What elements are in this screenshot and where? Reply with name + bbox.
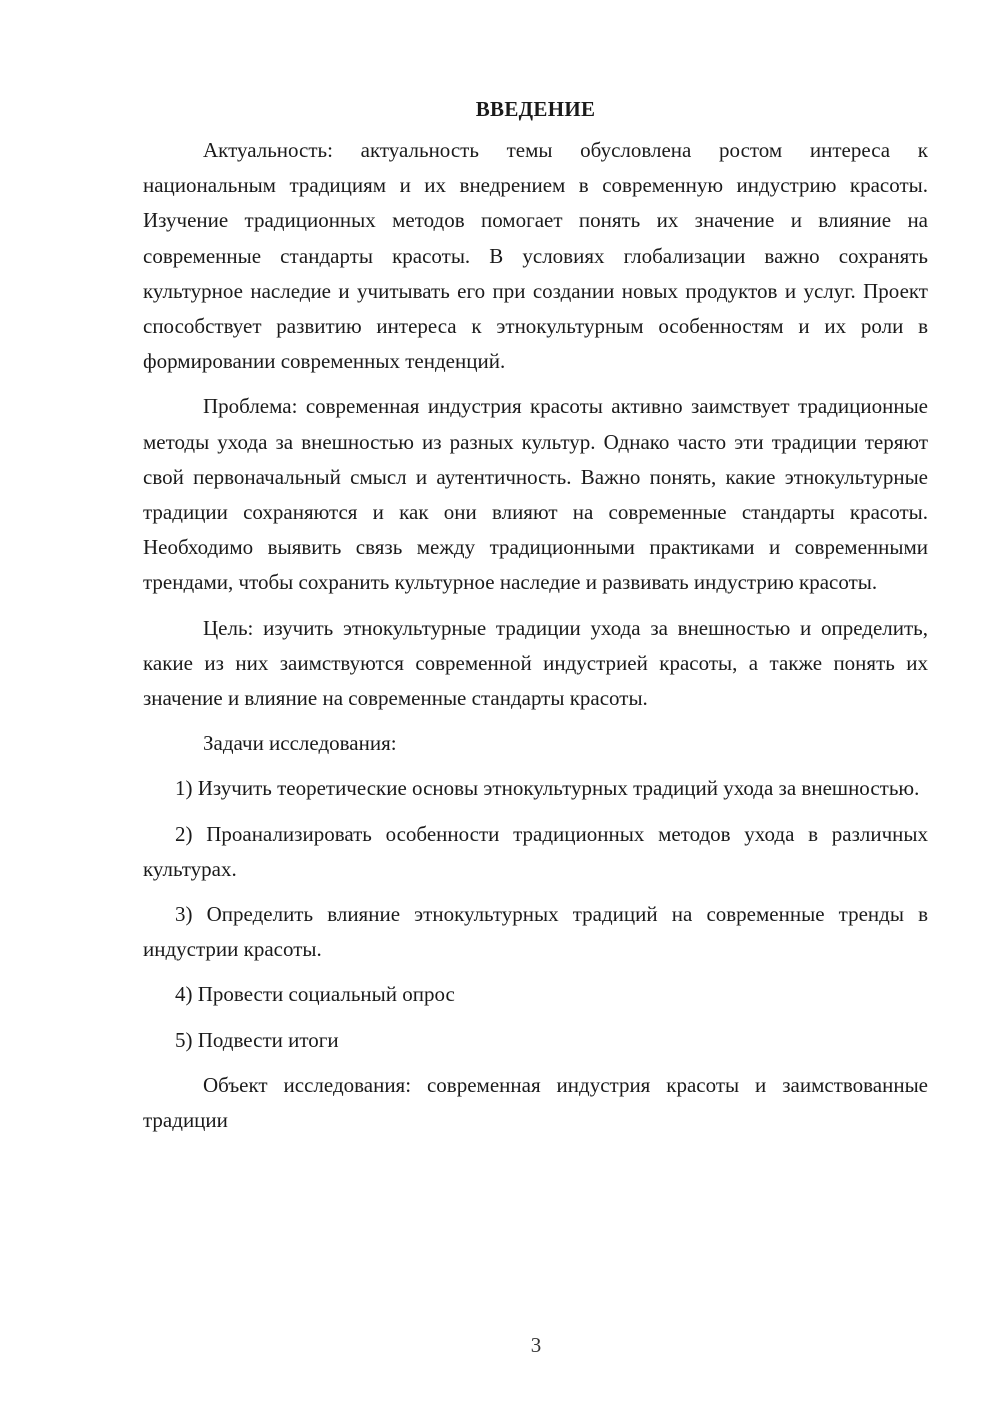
tasks-heading: Задачи исследования: [203, 731, 397, 756]
page-number: 3 [530, 1333, 542, 1357]
task-item-3: 3) Определить влияние этнокультурных традиций на современные тренды в индустрии красоты. [143, 902, 928, 962]
task-item-2: 2) Проанализировать особенности традиционных методов ухода в различных культурах. [143, 821, 928, 881]
document-title: ВВЕДЕНИЕ [475, 97, 596, 121]
goal-paragraph: Цель: изучить этнокультурные традиции ухода за внешностью и определить, какие из них заимствуются современной индустрией красоты, а также понять их значение и влияние на современные стандарты красоты. [143, 615, 928, 711]
relevance-paragraph: Актуальность: актуальность темы обусловлена ростом интереса к национальным традициям и их внедрением в современную индустрию красоты. Изучение традиционных методов помогает понять их значение и влияние на современные стандарты красоты. В условиях глобализации важно сохранять культурное наследие и учитывать его при создании новых продуктов и услуг. Проект способствует развитию интереса к этнокультурным особенностям и их роли в формировании современных тенденций. [143, 138, 928, 374]
problem-paragraph: Проблема: современная индустрия красоты активно заимствует традиционные методы ухода за внешностью из разных культур. Однако часто эти традиции теряют свой первоначальный смысл и аутентичность. Важно понять, какие этнокультурные традиции сохраняются и как они влияют на современные стандарты красоты. Необходимо выявить связь между традиционными практиками и современными трендами, чтобы сохранить культурное наследие и развивать индустрию красоты. [143, 394, 928, 595]
task-item-5: 5) Подвести итоги [175, 1027, 339, 1052]
page-content [143, 92, 928, 1148]
task-item-4: 4) Провести социальный опрос [175, 982, 455, 1007]
task-item-1: 1) Изучить теоретические основы этнокультурных традиций ухода за внешностью. [175, 776, 920, 801]
object-paragraph: Объект исследования: современная индустрия красоты и заимствованные традиции [143, 1072, 928, 1133]
